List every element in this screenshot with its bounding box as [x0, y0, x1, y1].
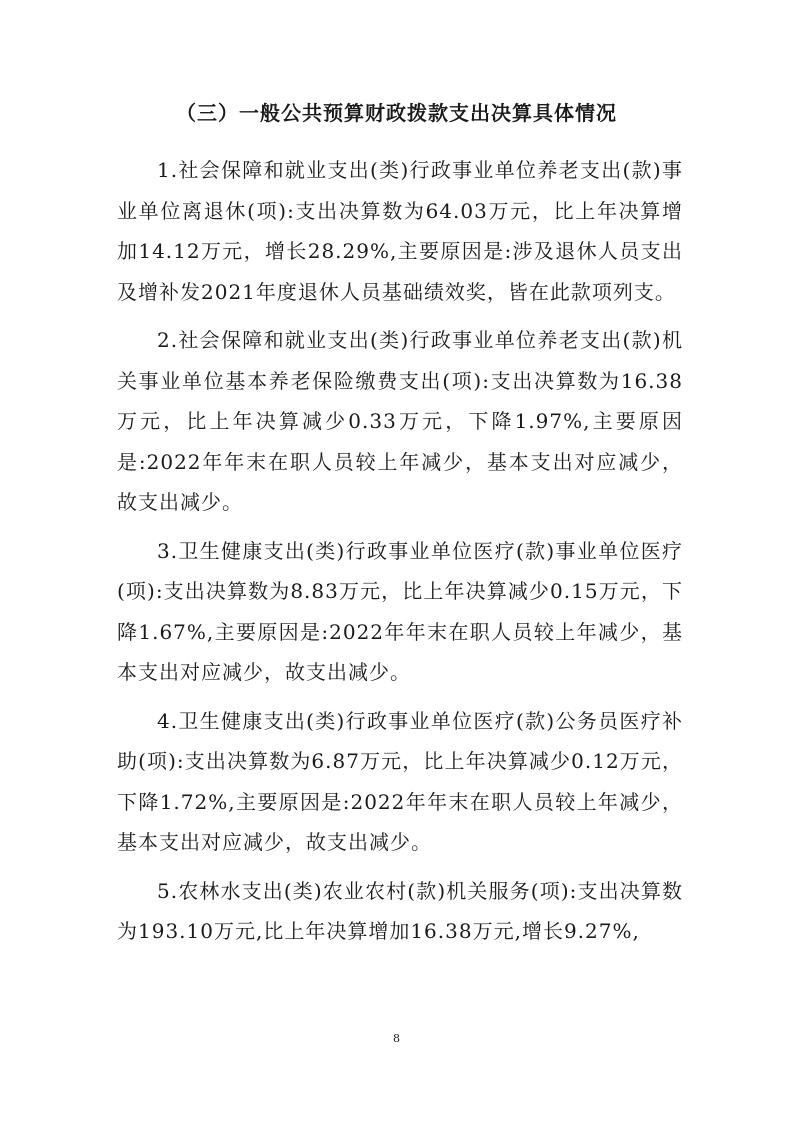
paragraph-5: 5.农林水支出(类)农业农村(款)机关服务(项):支出决算数为193.10万元,比上年决算增加16.38万元,增长9.27%, — [117, 878, 683, 943]
section-heading: （三）一般公共预算财政拨款支出决算具体情况 — [176, 101, 617, 125]
page-number: 8 — [393, 1032, 400, 1045]
body-text — [117, 150, 683, 952]
paragraph-3: 3.卫生健康支出(类)行政事业单位医疗(款)事业单位医疗(项):支出决算数为8.83万元，比上年决算减少0.15万元，下降1.67%,主要原因是:2022年年末在职人员较上年减少，基本支出对应减少，故支出减少。 — [117, 538, 683, 684]
paragraph-1: 1.社会保障和就业支出(类)行政事业单位养老支出(款)事业单位离退休(项):支出决算数为64.03万元，比上年决算增加14.12万元，增长28.29%,主要原因是:涉及退休人员支出及增补发2021年度退休人员基础绩效奖，皆在此款项列支。 — [117, 158, 683, 304]
paragraph-4: 4.卫生健康支出(类)行政事业单位医疗(款)公务员医疗补助(项):支出决算数为6.87万元，比上年决算减少0.12万元，下降1.72%,主要原因是:2022年年末在职人员较上年减少，基本支出对应减少，故支出减少。 — [117, 708, 683, 854]
paragraph-2: 2.社会保障和就业支出(类)行政事业单位养老支出(款)机关事业单位基本养老保险缴费支出(项):支出决算数为16.38万元，比上年决算减少0.33万元，下降1.97%,主要原因是:2022年年末在职人员较上年减少，基本支出对应减少，故支出减少。 — [117, 328, 683, 514]
